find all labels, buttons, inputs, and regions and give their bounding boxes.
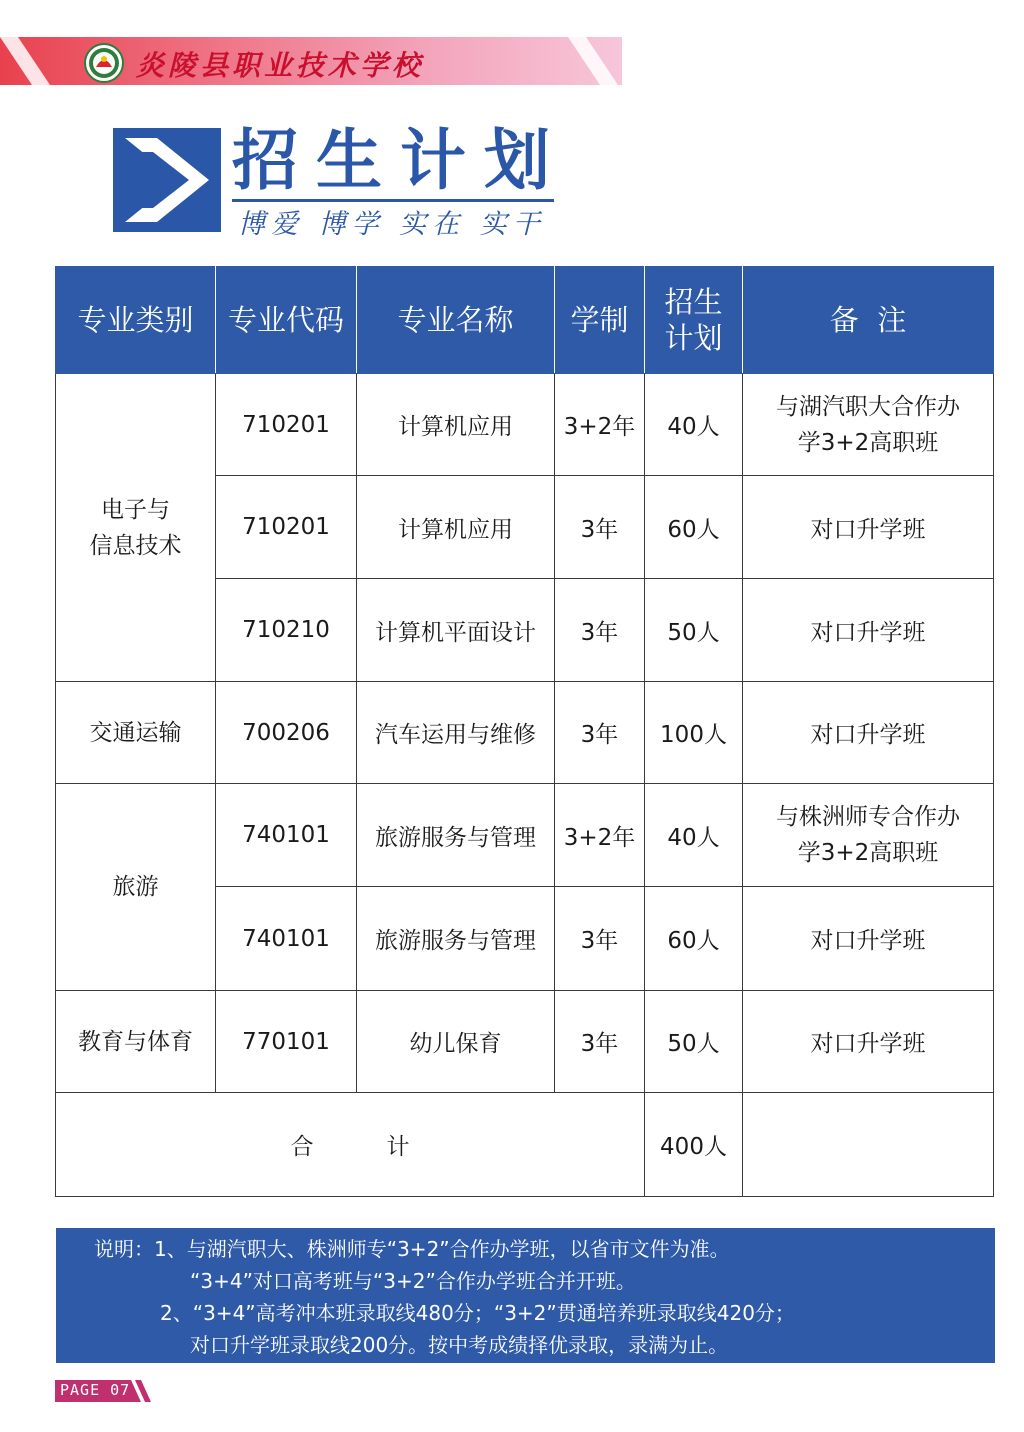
duration: 3年: [555, 579, 645, 682]
total-label: 合 计: [56, 1093, 645, 1197]
header-plan-line2: 计划: [664, 321, 723, 355]
remark-line1: 与湖汽职大合作办: [776, 393, 960, 420]
category-line1: 电子与: [101, 496, 170, 523]
remark: 对口升学班: [743, 682, 994, 784]
page-title: 招生计划: [232, 122, 568, 199]
title-motto: 博爱 博学 实在 实干: [238, 209, 546, 240]
table-row: [56, 682, 994, 784]
remark: 对口升学班: [743, 476, 994, 579]
table-row: [56, 784, 994, 887]
major-name: 旅游服务与管理: [357, 784, 555, 887]
plan-count: 60人: [645, 887, 743, 991]
plan-count: 40人: [645, 374, 743, 476]
plan-count: 50人: [645, 579, 743, 682]
note-line-1: 说明：1、与湖汽职大、株洲师专“3+2”合作办学班，以省市文件为准。: [94, 1237, 730, 1261]
category-education: 教育与体育: [56, 991, 216, 1093]
duration: 3年: [555, 476, 645, 579]
remark: 对口升学班: [743, 991, 994, 1093]
major-name: 计算机平面设计: [357, 579, 555, 682]
category-tourism: 旅游: [56, 784, 216, 991]
major-code: 740101: [216, 784, 357, 887]
header-name: 专业名称: [357, 267, 555, 374]
duration: 3+2年: [555, 784, 645, 887]
remark-line1: 与株洲师专合作办: [776, 804, 960, 830]
enrollment-table: [55, 266, 994, 1197]
remark: 对口升学班: [743, 887, 994, 991]
header-plan-line1: 招生: [664, 285, 723, 319]
duration: 3+2年: [555, 374, 645, 476]
category-electronics: [56, 374, 216, 682]
school-logo-icon: [84, 43, 124, 83]
table-row: [56, 374, 994, 476]
remark-line2: 学3+2高职班: [797, 840, 939, 866]
plan-count: 60人: [645, 476, 743, 579]
major-name: 幼儿保育: [357, 991, 555, 1093]
major-code: 710201: [216, 476, 357, 579]
major-code: 710210: [216, 579, 357, 682]
major-code: 740101: [216, 887, 357, 991]
remark: 对口升学班: [743, 579, 994, 682]
total-remark-empty: [743, 1093, 994, 1197]
notes-box: [56, 1228, 995, 1363]
duration: 3年: [555, 991, 645, 1093]
category-line2: 信息技术: [89, 532, 182, 559]
major-code: 770101: [216, 991, 357, 1093]
major-name: 计算机应用: [357, 374, 555, 476]
major-code: 700206: [216, 682, 357, 784]
header-code: 专业代码: [216, 267, 357, 374]
note-line-4: 对口升学班录取线200分。按中考成绩择优录取，录满为止。: [190, 1333, 729, 1357]
major-name: 汽车运用与维修: [357, 682, 555, 784]
note-line-3: 2、“3+4”高考冲本班录取线480分；“3+2”贯通培养班录取线420分；: [160, 1301, 795, 1325]
header-plan: [645, 267, 743, 374]
table-header-row: [56, 267, 994, 374]
plan-count: 50人: [645, 991, 743, 1093]
header-duration: 学制: [555, 267, 645, 374]
plan-count: 100人: [645, 682, 743, 784]
plan-count: 40人: [645, 784, 743, 887]
remark: [743, 374, 994, 476]
major-name: 旅游服务与管理: [357, 887, 555, 991]
note-line-2: “3+4”对口高考班与“3+2”合作办学班合并开班。: [190, 1269, 636, 1293]
duration: 3年: [555, 682, 645, 784]
header-note: 备 注: [743, 267, 994, 374]
table-row: [56, 991, 994, 1093]
major-name: 计算机应用: [357, 476, 555, 579]
total-row: [56, 1093, 994, 1197]
school-name: 炎陵县职业技术学校: [136, 49, 425, 82]
page-number: PAGE 07: [60, 1381, 131, 1399]
major-code: 710201: [216, 374, 357, 476]
total-value: 400人: [645, 1093, 743, 1197]
category-transport: 交通运输: [56, 682, 216, 784]
remark-line2: 学3+2高职班: [797, 429, 939, 456]
remark: [743, 784, 994, 887]
header-category: 专业类别: [56, 267, 216, 374]
duration: 3年: [555, 887, 645, 991]
title-arrow-icon: [113, 128, 221, 232]
